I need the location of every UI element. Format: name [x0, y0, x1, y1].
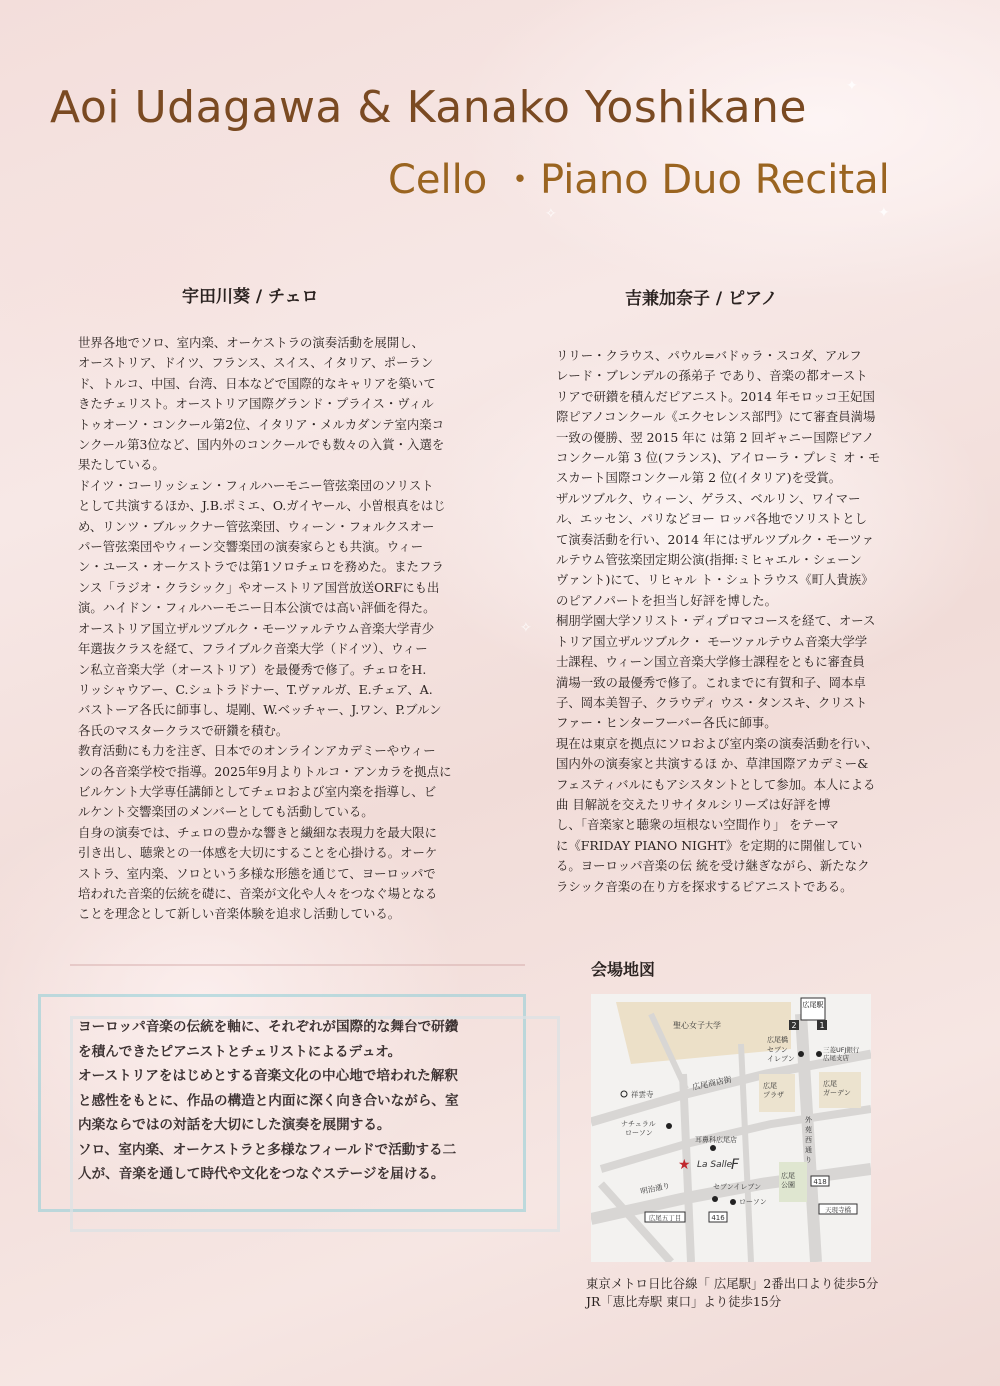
- pianist-bio-line: コンクール第 3 位(フランス)、アイローラ・プレミ オ・モ: [556, 450, 881, 466]
- lawson-2-label: ローソン: [739, 1198, 767, 1206]
- promo-text: [78, 1015, 518, 1187]
- cellist-bio-line: ンス「ラジオ・クラシック」やオーストリア国営放送ORFにも出: [78, 579, 440, 595]
- pianist-bio-line: ラシック音楽の在り方を探求するピアニストである。: [556, 878, 853, 894]
- clinic-label: 耳鼻科広尾店: [695, 1136, 737, 1144]
- pianist-bio-line: ルテウム管弦楽団定期公演(指揮:ミヒャエル・シェーン: [556, 552, 862, 568]
- mufg-label-b: 広尾支店: [823, 1054, 849, 1062]
- seven-eleven-label-a: セブン: [767, 1046, 788, 1054]
- pianist-bio-line: 国内外の演奏家と共演するほ か、草津国際アカデミー&: [556, 756, 869, 772]
- cellist-bio-line: 世界各地でソロ、室内楽、オーケストラの演奏活動を展開し、: [78, 335, 424, 350]
- cellist-bio-line: ド、トルコ、中国、台湾、日本などで国際的なキャリアを築いて: [78, 375, 436, 391]
- clinic-dot: [710, 1145, 716, 1151]
- hiroo-street-label: 広尾商店街: [691, 1074, 733, 1092]
- natural-lawson-label-b: ローソン: [625, 1129, 653, 1137]
- sparkle-icon: ✧: [520, 620, 532, 636]
- pianist-bio-line: 子、岡本美智子、クラウディ ウス・タンスキ、クリスト: [556, 694, 868, 710]
- pianist-bio: [556, 346, 916, 897]
- pianist-bio-line: 曲 目解説を交えたリサイタルシリーズは好評を博: [556, 796, 831, 812]
- cellist-bio-line: バストーア各氏に師事し、堤剛、W.ベッチャー、J.ワン、P.ブルン: [78, 702, 442, 718]
- cellist-bio-line: リッシャウアー、C.シュトラドナー、T.ヴァルガ、E.チェア、A.: [78, 681, 433, 697]
- pianist-bio-line: 際ピアノコンクール《エクセレンス部門》にて審査員満場: [556, 409, 876, 425]
- pianist-bio-line: のピアノパートを担当し好評を博した。: [556, 592, 778, 608]
- pianist-bio-line: スカート国際コンクール第 2 位(イタリア)を受賞。: [556, 470, 842, 486]
- gaien-label-b: 苑: [805, 1126, 812, 1134]
- route-416-label: 416: [711, 1214, 725, 1222]
- pianist-bio-line: リアで研鑚を積んだピアニスト。2014 年モロッコ王妃国: [556, 388, 875, 404]
- sparkle-icon: ✦: [846, 78, 858, 94]
- cellist-bio-line: トゥオーソ・コンクール第2位、イタリア・メルカダンテ室内楽コ: [78, 416, 445, 432]
- cellist-bio-line: 教育活動にも力を注ぎ、日本でのオンラインアカデミーやウィー: [78, 743, 436, 759]
- lawson-2-dot: [730, 1199, 736, 1205]
- cellist-bio-line: 培われた音楽的伝統を礎に、音楽が文化や人々をつなぐ場となる: [78, 885, 438, 901]
- sparkle-icon: ✧: [545, 206, 557, 222]
- recital-title-names: Aoi Udagawa & Kanako Yoshikane: [50, 82, 808, 133]
- plaza-label-b: プラザ: [763, 1091, 784, 1099]
- promo-line: 内楽ならではの対話を大切にした演奏を展開する。: [78, 1117, 391, 1133]
- promo-line: と感性をもとに、作品の構造と内面に深く向き合いながら、室: [78, 1092, 459, 1109]
- gaien-label-c: 西: [805, 1136, 812, 1144]
- cellist-bio-line: ストラ、室内楽、ソロという多様な形態を通じて、ヨーロッパで: [78, 865, 436, 881]
- park-label-a: 広尾: [781, 1172, 795, 1180]
- sparkle-icon: ✦: [878, 205, 890, 221]
- cellist-bio-line: として共演するほか、J.B.ポミエ、O.ガイヤール、小曽根真をはじ: [78, 498, 446, 514]
- pianist-bio-line: 桐朋学園大学ソリスト・ディプロマコースを経て、オース: [556, 613, 876, 629]
- exit-1-label: 1: [819, 1021, 825, 1030]
- gaien-label-a: 外: [805, 1116, 812, 1124]
- garden-label-b: ガーデン: [823, 1089, 851, 1097]
- promo-line: 人が、音楽を通して時代や文化をつなぐステージを届ける。: [78, 1166, 445, 1182]
- cellist-bio-line: オーストリア、ドイツ、フランス、スイス、イタリア、ポーラン: [78, 355, 434, 371]
- park-label-b: 公園: [781, 1181, 795, 1189]
- venue-mark-label: F: [731, 1157, 740, 1173]
- seven-eleven-dot: [798, 1051, 804, 1057]
- map-title: 会場地図: [591, 960, 656, 979]
- cellist-bio-line: 各氏のマスタークラスで研鑽を積む。: [78, 722, 289, 738]
- hiroo-cross-label: 広尾橋: [767, 1036, 788, 1044]
- mufg-dot: [816, 1051, 822, 1057]
- cellist-bio-line: ン私立音楽大学（オーストリア）を最優秀で修了。チェロをH.: [78, 661, 427, 677]
- promo-line: ヨーロッパ音楽の伝統を軸に、それぞれが国際的な舞台で研鑽: [78, 1019, 459, 1035]
- recital-title-subtitle: Cello ・Piano Duo Recital: [388, 157, 890, 203]
- pianist-bio-line: ザルツブルク、ウィーン、ゲラス、ベルリン、ワイマー: [556, 490, 861, 506]
- cellist-bio: [78, 333, 498, 925]
- pianist-bio-line: 士課程、ウィーン国立音楽大学修士課程をともに審査員: [556, 654, 865, 670]
- exit-2-label: 2: [791, 1021, 797, 1030]
- pianist-bio-line: フェスティバルにもアシスタントとして参加。本人による: [556, 776, 876, 792]
- pianist-bio-line: し、「音楽家と聴衆の垣根ない空間作り」 をテーマ: [556, 817, 839, 833]
- cellist-bio-line: きたチェリスト。オーストリア国際グランド・プライス・ヴィル: [78, 396, 434, 412]
- cellist-bio-line: ルケント交響楽団のメンバーとしても活動している。: [78, 804, 374, 820]
- divider: [70, 964, 525, 966]
- access-info: [586, 1275, 878, 1311]
- venue-map-svg: [591, 994, 871, 1262]
- pianist-heading: 吉兼加奈子 / ピアノ: [625, 289, 778, 309]
- cellist-bio-line: ことを理念として新しい音楽体験を追求し活動している。: [78, 906, 401, 922]
- garden-label-a: 広尾: [823, 1080, 837, 1088]
- cellist-bio-line: 年選抜クラスを経て、フライブルク音楽大学（ドイツ）、ウィー: [78, 641, 428, 657]
- pianist-bio-line: ファー・ヒンターフーバー各氏に師事。: [556, 715, 777, 731]
- cellist-bio-line: 演。ハイドン・フィルハーモニー日本公演では高い評価を得た。: [78, 600, 436, 616]
- university-label: 聖心女子大学: [673, 1021, 721, 1030]
- access-line: 東京メトロ日比谷線「 広尾駅」2番出口より徒歩5分: [586, 1276, 879, 1291]
- pianist-bio-line: リリー・クラウス、パウル=バドゥラ・スコダ、アルフ: [556, 348, 862, 363]
- seven-eleven-2-label: セブンイレブン: [713, 1183, 762, 1191]
- cellist-heading: 宇田川葵 / チェロ: [182, 287, 319, 307]
- cellist-bio-line: ンの各音楽学校で指導。2025年9月よりトルコ・アンカラを拠点に: [78, 763, 452, 779]
- promo-line: を積んできたピアニストとチェリストによるデュオ。: [78, 1043, 402, 1060]
- tenken-label: 天現寺橋: [825, 1206, 851, 1214]
- cellist-bio-line: 引き出し、聴衆との一体感を大切にすることを心掛ける。オーケ: [78, 845, 438, 861]
- seven-eleven-label-b: イレブン: [767, 1055, 795, 1063]
- venue-name-label: La Salle: [697, 1160, 733, 1170]
- cellist-bio-line: ビルケント大学専任講師としてチェロおよび室内楽を指導し、ビ: [78, 783, 437, 799]
- meiji-street-label: 明治通り: [639, 1180, 671, 1196]
- pianist-bio-line: 満場一致の最優秀で修了。これまでに有賀和子、岡本卓: [556, 674, 866, 690]
- natural-lawson-label-a: ナチュラル: [621, 1120, 656, 1128]
- gaien-label-e: り: [805, 1156, 812, 1164]
- station-label-top: 広尾駅: [802, 1001, 824, 1009]
- seven-eleven-2-dot: [712, 1196, 718, 1202]
- cellist-bio-line: オーストリア国立ザルツブルク・モーツァルテウム音楽大学青少: [78, 620, 435, 636]
- cellist-bio-line: ンクール第3位など、国内外のコンクールでも数々の入賞・入選を: [78, 437, 445, 453]
- access-line: JR「恵比寿駅 東口」より徒歩15分: [586, 1294, 782, 1309]
- cellist-bio-line: め、リンツ・ブルックナー管弦楽団、ウィーン・フォルクスオー: [78, 518, 435, 534]
- cellist-bio-line: ン・ユース・オーケストラでは第1ソロチェロを務めた。またフラ: [78, 559, 444, 575]
- gaien-label-d: 通: [805, 1146, 812, 1154]
- plaza-label-a: 広尾: [763, 1082, 777, 1090]
- pianist-bio-line: る。ヨーロッパ音楽の伝 統を受け継ぎながら、新たなク: [556, 858, 870, 874]
- cellist-bio-line: ドイツ・コーリッシェン・フィルハーモニー管弦楽団のソリスト: [78, 477, 434, 493]
- route-418-label: 418: [813, 1178, 827, 1186]
- pianist-bio-line: 現在は東京を拠点にソロおよび室内楽の演奏活動を行い、: [556, 735, 879, 751]
- pianist-bio-line: トリア国立ザルツブルク・ モーツァルテウム音楽大学学: [556, 633, 868, 649]
- pianist-bio-line: に《FRIDAY PIANO NIGHT》を定期的に開催してい: [556, 837, 863, 853]
- cellist-bio-line: 果たしている。: [78, 457, 165, 473]
- cellist-bio-line: パー管弦楽団やウィーン交響楽団の演奏家らとも共演。ウィー: [78, 539, 424, 555]
- cellist-bio-line: 自身の演奏では、チェロの豊かな響きと繊細な表現力を最大限に: [78, 824, 437, 840]
- pianist-bio-line: ル、エッセン、パリなどヨー ロッパ各地でソリストとし: [556, 511, 867, 527]
- hiroo-5-label: 広尾五丁目: [648, 1214, 682, 1222]
- pianist-bio-line: レード・ブレンデルの孫弟子 であり、音楽の都オースト: [556, 368, 868, 384]
- promo-line: オーストリアをはじめとする音楽文化の中心地で培われた解釈: [78, 1068, 458, 1084]
- pianist-bio-line: て演奏活動を行い、2014 年にはザルツブルク・モーツァ: [556, 531, 874, 547]
- venue-map: [591, 994, 871, 1262]
- natural-lawson-dot: [666, 1123, 672, 1129]
- pianist-bio-line: 一致の優勝、翌 2015 年に は第 2 回ギャニー国際ピアノ: [556, 429, 875, 445]
- mufg-label-a: 三菱UFJ銀行: [823, 1046, 860, 1054]
- venue-star-icon: ★: [678, 1157, 691, 1173]
- temple-label: 祥雲寺: [631, 1090, 654, 1099]
- promo-line: ソロ、室内楽、オーケストラと多様なフィールドで活動する二: [78, 1141, 457, 1158]
- pianist-bio-line: ヴァント)にて、リヒャル ト・シュトラウス《町人貴族》: [556, 572, 874, 588]
